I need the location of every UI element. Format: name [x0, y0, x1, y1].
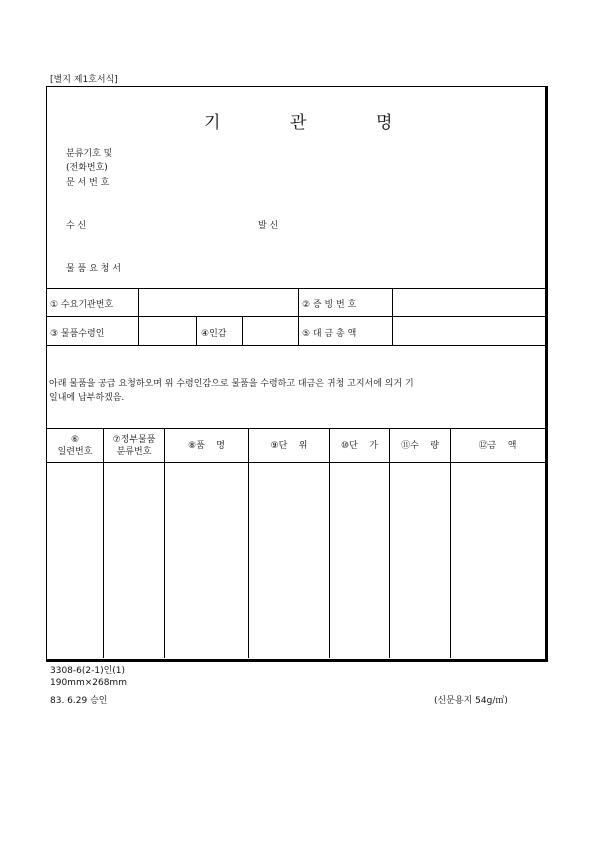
classification-label: 분류기호 및 [66, 149, 113, 159]
column-header-item-name: ⑧품 명 [188, 441, 225, 451]
phone-label: (전화번호) [66, 163, 108, 173]
column-header-unit-price: ⑩단 가 [341, 441, 378, 451]
seal-label: ④인감 [201, 329, 227, 339]
column-header-quantity: ⑪수 량 [401, 441, 439, 451]
form-label: [별지 제1호서식] [50, 75, 118, 85]
demand-agency-number-label: ① 수요기관번호 [50, 300, 114, 310]
form-frame [46, 86, 548, 662]
title-char-3: 명 [376, 113, 393, 133]
total-amount-label: ⑤ 대 금 총 액 [302, 329, 357, 339]
column-header-serial: ⑥ 일련번호 [57, 435, 93, 457]
recipient-label: 수 신 [66, 221, 87, 231]
title-char-1: 기 [204, 113, 221, 133]
subject-label: 물 품 요 청 서 [66, 264, 121, 274]
column-header-amount: ⑫금 액 [478, 441, 517, 451]
sender-label: 발 신 [258, 221, 279, 231]
column-header-unit: ⑨단 위 [270, 441, 308, 451]
receiver-label: ③ 물품수령인 [50, 329, 105, 339]
statement-line-2: 일내에 납부하겠음. [49, 393, 125, 403]
form-code: 3308-6(2-1)인(1) [50, 666, 126, 676]
form-size: 190mm×268mm [50, 678, 127, 688]
column-header-classification: ⑦정부물품 분류번호 [112, 435, 156, 457]
statement-line-1: 아래 물품을 공급 요청하오며 위 수령인감으로 물품을 수령하고 대금은 귀청 고지서에 의거 기 [49, 379, 414, 389]
paper-spec: (신문용지 54g/㎡) [434, 696, 508, 706]
title-char-2: 관 [290, 113, 307, 133]
approval-date: 83. 6.29 승인 [50, 696, 108, 706]
voucher-number-label: ② 증 빙 번 호 [302, 300, 357, 310]
document-number-label: 문 서 번 호 [66, 178, 110, 188]
